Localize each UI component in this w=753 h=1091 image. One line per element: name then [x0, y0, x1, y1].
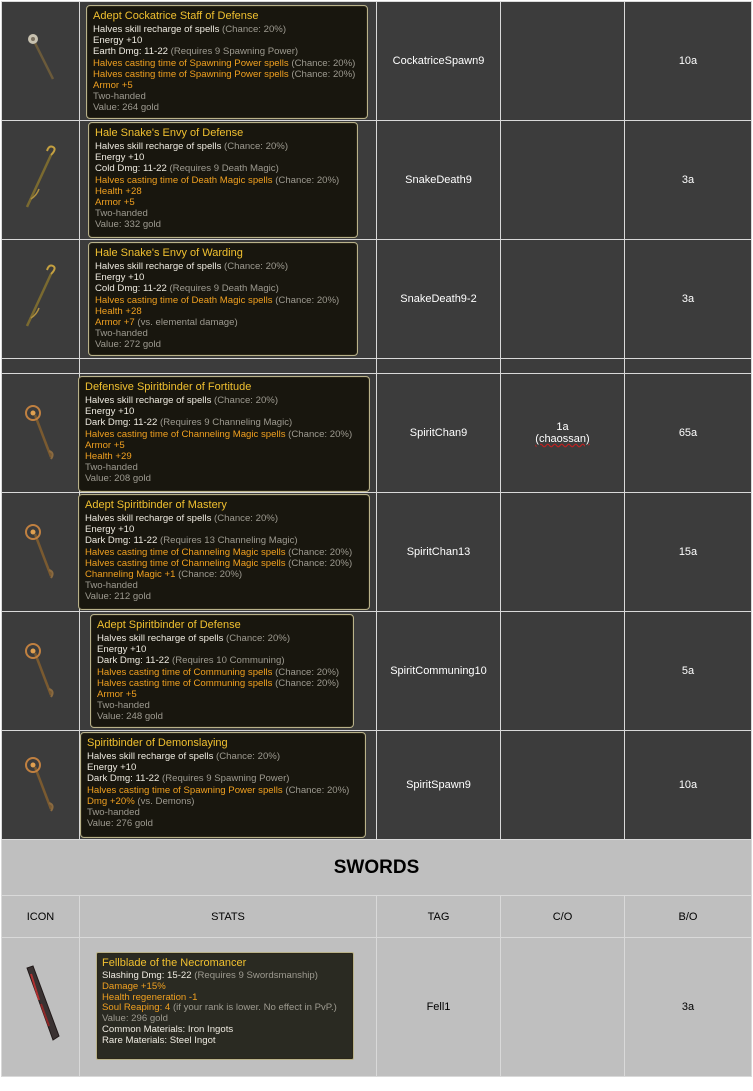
- stat-line: [85, 462, 363, 473]
- stat-line: [97, 689, 347, 700]
- stat-line: [95, 295, 351, 306]
- bo-cell: 15a: [625, 493, 752, 612]
- stat-line: [93, 35, 361, 46]
- stat-text: Health regeneration -1: [102, 992, 198, 1003]
- stat-text: Value: 264 gold: [93, 102, 159, 114]
- stat-note: (Chance: 20%): [285, 546, 353, 558]
- item-title: Fellblade of the Necromancer: [102, 957, 247, 969]
- stat-note: (Chance: 20%): [288, 57, 356, 69]
- item-title: Spiritbinder of Demonslaying: [87, 737, 228, 749]
- column-header: ICON: [2, 896, 80, 938]
- spiritbinder-icon: [21, 751, 61, 820]
- stat-text: Halves skill recharge of spells: [95, 141, 222, 152]
- stat-text: Energy +10: [85, 406, 135, 418]
- item-row: [2, 731, 752, 840]
- stat-text: Two-handed: [95, 328, 148, 340]
- stat-note: (Requires 9 Channeling Magic): [157, 417, 293, 429]
- stats-cell: [80, 612, 377, 731]
- stat-text: Halves skill recharge of spells: [85, 395, 212, 406]
- stat-note: (Chance: 20%): [272, 677, 340, 689]
- stat-note: (Chance: 20%): [221, 141, 289, 152]
- bo-cell: 5a: [625, 612, 752, 731]
- item-row: [2, 612, 752, 731]
- stat-note: (Chance: 20%): [285, 557, 353, 569]
- item-tooltip: [86, 5, 368, 119]
- stats-cell: [80, 731, 377, 840]
- item-row: [2, 121, 752, 240]
- item-sheet: [1, 1, 752, 1077]
- stat-text: Dmg +20%: [87, 795, 135, 807]
- stat-text: Dark Dmg: 11-22: [97, 655, 170, 667]
- stat-line: [85, 440, 363, 451]
- tag-cell: Fell1: [377, 938, 501, 1077]
- stat-text: Halves skill recharge of spells: [97, 633, 224, 644]
- stat-line: [102, 1014, 348, 1025]
- stat-text: Halves casting time of Death Magic spells: [95, 174, 273, 186]
- stats-cell: [80, 121, 377, 240]
- stats-cell: [80, 2, 377, 121]
- stat-line: [93, 58, 361, 69]
- stat-text: Halves casting time of Channeling Magic spells: [85, 557, 286, 569]
- stat-note: (vs. elemental damage): [134, 317, 238, 329]
- stat-line: [85, 547, 363, 558]
- stat-line: [95, 283, 351, 294]
- stat-note: (Chance: 20%): [221, 261, 289, 272]
- stat-text: Halves casting time of Spawning Power spells: [93, 68, 289, 80]
- stat-line: [102, 1036, 348, 1047]
- stat-line: [102, 982, 348, 993]
- stat-line: [85, 395, 363, 406]
- item-title: Adept Cockatrice Staff of Defense: [93, 10, 259, 22]
- stat-line: [95, 141, 351, 152]
- stat-line: [93, 102, 361, 113]
- tag-cell: SnakeDeath9: [377, 121, 501, 240]
- icon-cell: [2, 493, 80, 612]
- stat-line: [95, 339, 351, 350]
- tag-cell: SnakeDeath9-2: [377, 240, 501, 359]
- stat-line: [97, 678, 347, 689]
- stat-line: [87, 751, 359, 762]
- stat-note: (Chance: 20%): [282, 784, 350, 796]
- stat-note: (Chance: 20%): [272, 294, 340, 306]
- co-cell: [501, 2, 625, 121]
- item-title: Adept Spiritbinder of Defense: [97, 619, 241, 631]
- icon-cell: [2, 374, 80, 493]
- stat-note: (Chance: 20%): [223, 633, 291, 644]
- co-value: 1a: [556, 421, 569, 433]
- stats-cell: [80, 493, 377, 612]
- stat-line: [95, 261, 351, 272]
- stat-text: Two-handed: [93, 91, 146, 103]
- stat-line: [87, 796, 359, 807]
- stat-text: Damage +15%: [102, 981, 166, 992]
- item-tooltip: [96, 952, 354, 1060]
- icon-cell: [2, 612, 80, 731]
- item-title: Hale Snake's Envy of Defense: [95, 127, 244, 139]
- stat-line: [93, 24, 361, 35]
- stat-text: Soul Reaping: 4: [102, 1003, 171, 1014]
- stat-line: [97, 667, 347, 678]
- stat-text: Energy +10: [97, 644, 147, 656]
- item-tooltip: [78, 376, 370, 492]
- stat-line: [87, 773, 359, 784]
- stat-text: Armor +5: [85, 439, 125, 451]
- stat-note: (Requires 9 Spawning Power): [168, 46, 299, 58]
- item-row: [2, 374, 752, 493]
- co-cell: [501, 493, 625, 612]
- stat-text: Energy +10: [95, 272, 145, 284]
- stat-line: [87, 785, 359, 796]
- co-cell: [501, 938, 625, 1077]
- stat-note: (vs. Demons): [134, 795, 195, 807]
- stat-line: [85, 591, 363, 602]
- stat-text: Halves casting time of Communing spells: [97, 677, 273, 689]
- stat-note: (Requires 13 Channeling Magic): [157, 535, 298, 547]
- stat-line: [95, 208, 351, 219]
- stat-line: [85, 558, 363, 569]
- stat-line: [85, 580, 363, 591]
- stat-line: [85, 417, 363, 428]
- item-tooltip: [80, 732, 366, 838]
- stat-note: (Requires 9 Death Magic): [166, 283, 279, 295]
- stat-line: [87, 807, 359, 818]
- co-cell: [501, 121, 625, 240]
- stat-text: Energy +10: [85, 524, 135, 536]
- stat-note: (Requires 9 Spawning Power): [159, 773, 290, 785]
- stat-line: [97, 655, 347, 666]
- stat-note: (Chance: 20%): [272, 174, 340, 186]
- stat-text: Health +28: [95, 185, 142, 197]
- section-title: SWORDS: [2, 840, 752, 896]
- stat-text: Health +29: [85, 451, 132, 463]
- column-header: TAG: [377, 896, 501, 938]
- stat-text: Value: 272 gold: [95, 339, 161, 351]
- co-cell: [501, 374, 625, 493]
- co-cell: [501, 731, 625, 840]
- tag-cell: SpiritSpawn9: [377, 731, 501, 840]
- co-note: (chaossan): [535, 433, 590, 445]
- stat-text: Armor +7: [95, 317, 135, 329]
- stat-line: [95, 152, 351, 163]
- stat-note: (Chance: 20%): [272, 666, 340, 678]
- bo-cell: 3a: [625, 121, 752, 240]
- bo-cell: 65a: [625, 374, 752, 493]
- stat-line: [102, 1025, 348, 1036]
- stat-line: [85, 569, 363, 580]
- tag-cell: SpiritChan9: [377, 374, 501, 493]
- tag-cell: SpiritCommuning10: [377, 612, 501, 731]
- stat-line: [85, 473, 363, 484]
- stat-text: Earth Dmg: 11-22: [93, 46, 169, 58]
- stat-note: (if your rank is lower. No effect in PvP.): [170, 1003, 337, 1014]
- stat-line: [87, 762, 359, 773]
- item-tooltip: [88, 122, 358, 238]
- section-row: [2, 840, 752, 896]
- stat-line: [85, 535, 363, 546]
- item-row: [2, 2, 752, 121]
- stat-text: Two-handed: [95, 208, 148, 220]
- icon-cell: [2, 731, 80, 840]
- stats-cell: [80, 938, 377, 1077]
- stat-text: Value: 248 gold: [97, 711, 163, 723]
- stat-line: [85, 513, 363, 524]
- snake-staff-icon: [21, 143, 61, 218]
- stat-text: Halves casting time of Channeling Magic spells: [85, 428, 286, 440]
- stat-line: [95, 163, 351, 174]
- stat-text: Halves casting time of Channeling Magic spells: [85, 546, 286, 558]
- stat-line: [97, 711, 347, 722]
- stat-text: Dark Dmg: 11-22: [85, 535, 158, 547]
- stat-text: Halves casting time of Spawning Power spells: [87, 784, 283, 796]
- stat-text: Rare Materials: Steel Ingot: [102, 1035, 216, 1046]
- stat-text: Value: 212 gold: [85, 591, 151, 603]
- stat-note: (Chance: 20%): [219, 24, 287, 35]
- stat-text: Energy +10: [95, 152, 145, 164]
- stat-text: Cold Dmg: 11-22: [95, 163, 167, 175]
- bo-cell: 3a: [625, 938, 752, 1077]
- bo-cell: 3a: [625, 240, 752, 359]
- spiritbinder-icon: [21, 637, 61, 706]
- icon-cell: [2, 240, 80, 359]
- bo-cell: 10a: [625, 731, 752, 840]
- stat-line: [95, 219, 351, 230]
- column-header: C/O: [501, 896, 625, 938]
- item-title: Defensive Spiritbinder of Fortitude: [85, 381, 252, 393]
- stat-line: [93, 69, 361, 80]
- item-tooltip: [88, 242, 358, 356]
- item-row: [2, 240, 752, 359]
- stat-note: (Chance: 20%): [213, 751, 281, 762]
- stat-note: (Requires 9 Death Magic): [166, 163, 279, 175]
- stat-line: [95, 306, 351, 317]
- snake-staff-icon: [21, 262, 61, 337]
- stat-text: Halves skill recharge of spells: [95, 261, 222, 272]
- column-header: STATS: [80, 896, 377, 938]
- tag-cell: SpiritChan13: [377, 493, 501, 612]
- stat-line: [85, 406, 363, 417]
- stat-line: [102, 971, 348, 982]
- stat-line: [85, 524, 363, 535]
- stat-note: (Chance: 20%): [285, 428, 353, 440]
- icon-cell: [2, 2, 80, 121]
- spiritbinder-icon: [21, 399, 61, 468]
- stat-note: (Chance: 20%): [175, 569, 243, 581]
- co-cell: [501, 612, 625, 731]
- stat-line: [87, 818, 359, 829]
- stat-line: [85, 451, 363, 462]
- stat-line: [93, 80, 361, 91]
- stat-text: Two-handed: [97, 700, 150, 712]
- item-tooltip: [90, 614, 354, 728]
- stat-text: Value: 332 gold: [95, 219, 161, 231]
- item-title: Hale Snake's Envy of Warding: [95, 247, 243, 259]
- stat-line: [97, 633, 347, 644]
- stat-line: [102, 1003, 348, 1014]
- stat-text: Value: 208 gold: [85, 473, 151, 485]
- stat-text: Armor +5: [93, 80, 133, 92]
- stat-note: (Chance: 20%): [211, 395, 279, 406]
- icon-cell: [2, 938, 80, 1077]
- stat-text: Energy +10: [93, 35, 143, 47]
- stat-line: [95, 272, 351, 283]
- stat-line: [102, 993, 348, 1004]
- stat-line: [93, 91, 361, 102]
- stat-text: Slashing Dmg: 15-22: [102, 971, 192, 981]
- spacer-row: [2, 359, 752, 374]
- column-header: B/O: [625, 896, 752, 938]
- stat-text: Channeling Magic +1: [85, 569, 176, 581]
- stat-text: Value: 296 gold: [102, 1014, 168, 1025]
- stat-text: Dark Dmg: 11-22: [87, 773, 160, 785]
- stat-line: [93, 46, 361, 57]
- item-row: [2, 493, 752, 612]
- co-cell: [501, 240, 625, 359]
- bo-cell: 10a: [625, 2, 752, 121]
- stat-line: [95, 186, 351, 197]
- stat-text: Halves skill recharge of spells: [87, 751, 214, 762]
- stat-note: (Requires 10 Communing): [169, 655, 285, 667]
- stats-cell: [80, 374, 377, 493]
- stat-line: [97, 644, 347, 655]
- stat-note: (Requires 9 Swordsmanship): [191, 971, 318, 981]
- tag-cell: CockatriceSpawn9: [377, 2, 501, 121]
- stat-line: [95, 317, 351, 328]
- stat-text: Halves casting time of Death Magic spells: [95, 294, 273, 306]
- stat-line: [95, 197, 351, 208]
- sword-icon: [19, 960, 63, 1055]
- item-row: [2, 938, 752, 1077]
- stat-text: Two-handed: [87, 807, 140, 819]
- stat-text: Armor +5: [95, 197, 135, 209]
- stat-text: Value: 276 gold: [87, 818, 153, 830]
- stat-text: Halves skill recharge of spells: [93, 24, 220, 35]
- stat-text: Dark Dmg: 11-22: [85, 417, 158, 429]
- stat-note: (Chance: 20%): [288, 68, 356, 80]
- column-header-row: [2, 896, 752, 938]
- stat-line: [97, 700, 347, 711]
- stats-cell: [80, 240, 377, 359]
- icon-cell: [2, 121, 80, 240]
- stat-text: Halves casting time of Spawning Power spells: [93, 57, 289, 69]
- stat-note: (Chance: 20%): [211, 513, 279, 524]
- stat-text: Common Materials: Iron Ingots: [102, 1024, 234, 1035]
- item-title: Adept Spiritbinder of Mastery: [85, 499, 227, 511]
- stat-text: Two-handed: [85, 580, 138, 592]
- stat-text: Energy +10: [87, 762, 137, 774]
- staff-icon: [21, 29, 61, 94]
- stat-line: [85, 429, 363, 440]
- stat-text: Cold Dmg: 11-22: [95, 283, 167, 295]
- stat-text: Health +28: [95, 305, 142, 317]
- item-tooltip: [78, 494, 370, 610]
- spiritbinder-icon: [21, 518, 61, 587]
- stat-line: [95, 328, 351, 339]
- stat-text: Halves skill recharge of spells: [85, 513, 212, 524]
- stat-text: Armor +5: [97, 689, 137, 701]
- stat-line: [95, 175, 351, 186]
- stat-text: Two-handed: [85, 462, 138, 474]
- stat-text: Halves casting time of Communing spells: [97, 666, 273, 678]
